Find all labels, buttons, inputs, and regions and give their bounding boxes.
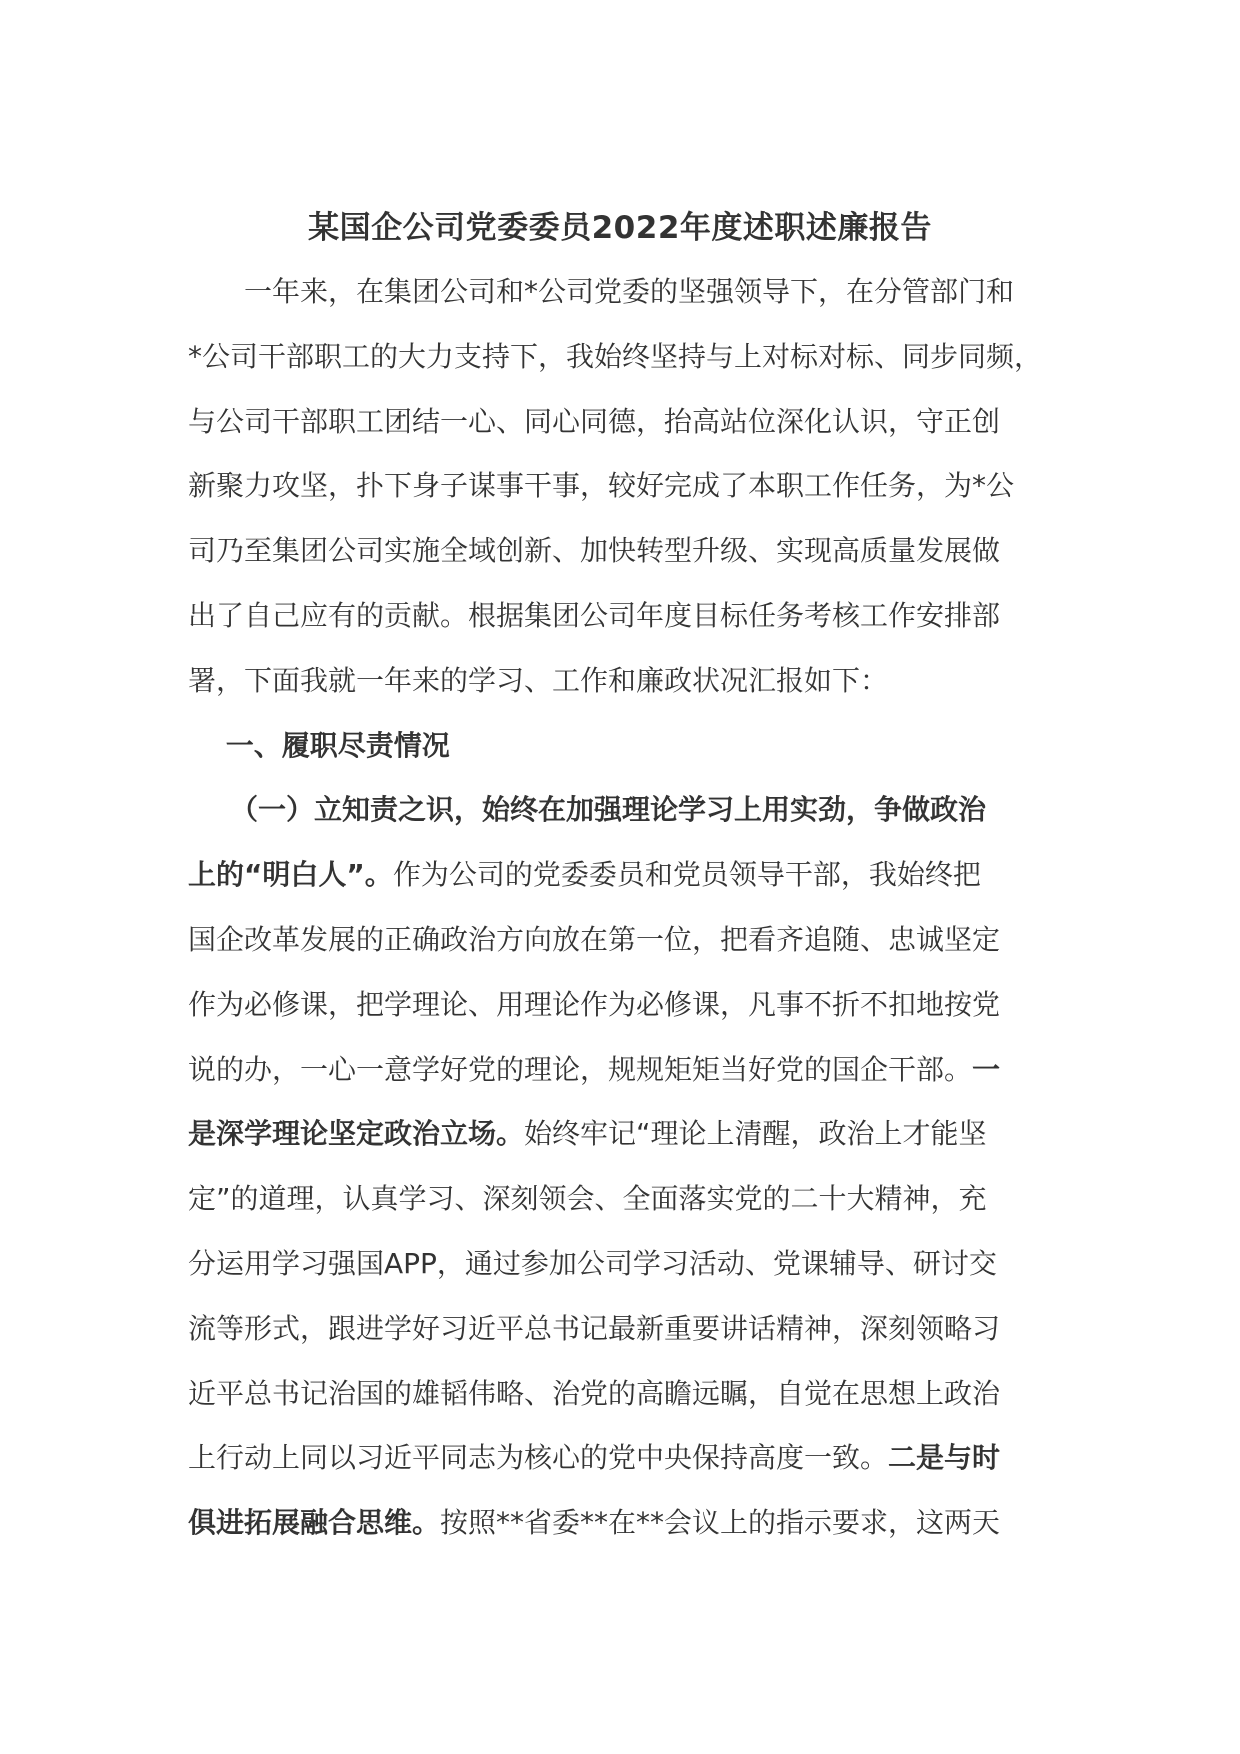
text-run: 新聚力攻坚，扑下身子谋事干事，较好完成了本职工作任务，为*公 [188,469,1015,503]
text-run: 署，下面我就一年来的学习、工作和廉政状况汇报如下： [188,663,889,697]
text-line [188,1491,1068,1556]
text-run: 一年来，在集团公司和*公司党委的坚强领导下，在分管部门和 [188,275,1015,308]
text-line [188,584,1068,649]
bold-text-run: 一 [972,1052,1001,1086]
text-run: 作为必修课，把学理论、用理论作为必修课，凡事不折不扣地按党 [188,987,1001,1021]
text-run: 定”的道理，认真学习、深刻领会、全面落实党的二十大精神，充 [188,1182,987,1216]
bold-text-run: 二是与时 [888,1441,1001,1475]
text-line [188,1297,1068,1362]
text-line [188,973,1068,1038]
document-body [188,260,1068,1556]
document-title: 某国企公司党委委员2022年度述职述廉报告 [308,210,932,246]
text-line [188,1038,1068,1103]
text-line [188,778,1068,843]
text-line [188,1232,1068,1297]
bold-text-run: 俱进拓展融合思维。 [188,1506,441,1540]
bold-text-run: （一）立知责之识，始终在加强理论学习上用实劲，争做政治 [188,793,987,827]
text-run: 出了自己应有的贡献。根据集团公司年度目标任务考核工作安排部 [188,598,1001,632]
text-run: 近平总书记治国的雄韬伟略、治党的高瞻远瞩，自觉在思想上政治 [188,1376,1001,1410]
text-run: 按照**省委**在**会议上的指示要求，这两天 [440,1506,1001,1540]
text-run: 说的办，一心一意学好党的理论，规规矩矩当好党的国企干部。 [188,1052,973,1086]
text-line [188,1426,1068,1491]
text-run: 作为公司的党委委员和党员领导干部，我始终把 [392,858,981,892]
text-line [188,260,1068,325]
text-run: 始终牢记“理论上清醒，政治上才能坚 [524,1117,987,1151]
text-line [188,325,1068,390]
text-line [188,454,1068,519]
bold-text-run: 一、履职尽责情况 [188,728,450,762]
bold-text-run: 上的“明白人”。 [188,858,393,892]
text-run: 分运用学习强国APP，通过参加公司学习活动、党课辅导、研讨交 [188,1246,997,1280]
text-line [188,843,1068,908]
text-run: 与公司干部职工团结一心、同心同德，抬高站位深化认识，守正创 [188,404,1001,438]
text-run: 国企改革发展的正确政治方向放在第一位，把看齐追随、忠诚坚定 [188,922,1001,956]
text-line [188,1102,1068,1167]
text-run: 流等形式，跟进学好习近平总书记最新重要讲话精神，深刻领略习 [188,1311,1001,1345]
text-line [188,390,1068,455]
text-run: 上行动上同以习近平同志为核心的党中央保持高度一致。 [188,1441,889,1475]
text-line [188,714,1068,779]
text-line [188,1362,1068,1427]
text-line [188,908,1068,973]
text-run: *公司干部职工的大力支持下，我始终坚持与上对标对标、同步同频， [188,339,1043,373]
text-line [188,1167,1068,1232]
text-line [188,649,1068,714]
text-run: 司乃至集团公司实施全域创新、加快转型升级、实现高质量发展做 [188,534,1001,568]
bold-text-run: 是深学理论坚定政治立场。 [188,1117,525,1151]
text-line [188,519,1068,584]
